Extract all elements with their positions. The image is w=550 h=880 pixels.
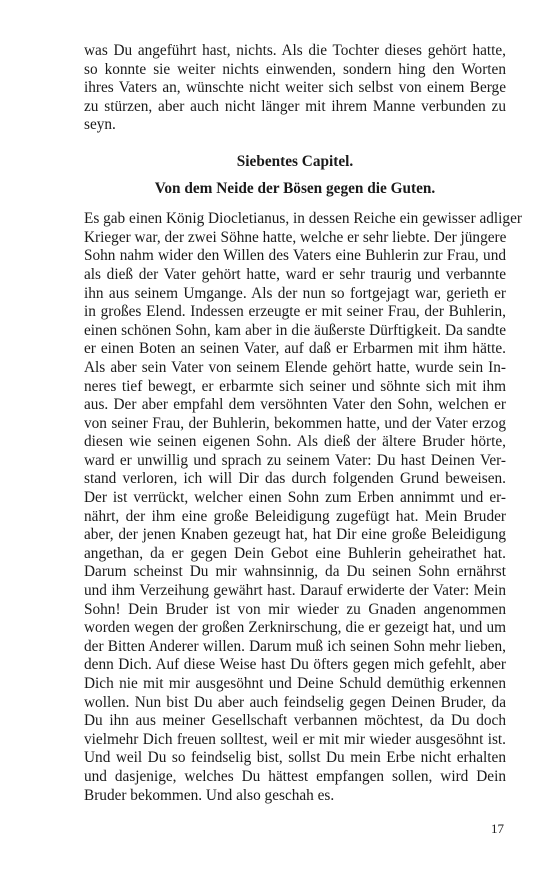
text-line: von seiner Frau, der Buhlerin, bekommen hatte, und der Vater erzog: [84, 414, 506, 432]
text-line: in großes Elend. Indessen erzeugte er mit seiner Frau, der Buhlerin,: [84, 303, 506, 321]
text-line: angethan, da er gegen Dein Gebot eine Buhlerin geheirathet hat.: [84, 544, 506, 562]
chapter-number: Siebentes Capitel.: [236, 152, 354, 170]
text-line: als dieß der Vater gehört hatte, ward er sehr traurig und verbannte: [84, 265, 506, 283]
text-line: zu stürzen, aber auch nicht länger mit ihrem Manne verbunden zu: [84, 97, 506, 115]
text-line: Du ihn aus meiner Gesellschaft verbannen möchtest, da Du doch: [84, 712, 506, 730]
text-line: ward er unwillig und sprach zu seinem Vater: Du hast Deinen Ver-: [84, 451, 506, 469]
text-line: und ihm Verzeihung gewährt hast. Darauf erwiderte der Vater: Mein: [84, 582, 506, 600]
text-line: worden wegen der großen Zerknirschung, die er gezeigt hat, und um: [84, 619, 506, 637]
text-line: wollen. Nun bist Du aber auch feindselig gegen Deinen Bruder, da: [84, 693, 506, 711]
text-line: Es gab einen König Diocletianus, in dessen Reiche ein gewisser adliger: [84, 210, 522, 228]
text-line: Als aber sein Vater von seinem Elende gehört hatte, wurde sein In-: [84, 358, 506, 376]
opening-paragraph: [84, 42, 506, 135]
text-line: der Bitten Anderer willen. Darum muß ich seinen Sohn mehr lieben,: [84, 637, 506, 655]
text-line: Krieger war, der zwei Söhne hatte, welche er sehr liebte. Der jüngere: [84, 228, 507, 246]
text-line: was Du angeführt hast, nichts. Als die Tochter dieses gehört hatte,: [84, 42, 506, 59]
text-line: neres tief bewegt, er erbarmte sich seiner und söhnte sich mit ihm: [84, 377, 506, 395]
text-line: Sohn! Dein Bruder ist von mir wieder zu Gnaden angenommen: [84, 600, 506, 618]
text-line: ihn aus seinem Umgange. Als der nun so fortgejagt war, gerieth er: [84, 284, 506, 302]
text-line: so konnte sie weiter nichts einwenden, sondern hing den Worten: [84, 60, 506, 78]
text-line: stand verloren, ich will Dir das durch folgenden Grund beweisen.: [84, 470, 506, 488]
text-line: nährt, der ihm eine große Beleidigung zugefügt hat. Mein Bruder: [84, 507, 506, 525]
text-line: Dich nie mit mir ausgesöhnt und Deine Schuld demüthig erkennen: [84, 675, 506, 692]
text-line: Darum scheinst Du mir wahnsinnig, da Du seinen Sohn ernährst: [84, 563, 506, 581]
text-line: denn Dich. Auf diese Weise hast Du öfters gegen mich gefehlt, aber: [84, 656, 506, 674]
text-line: ihres Vaters an, wünschte nicht weiter sich selbst von einem Berge: [84, 79, 506, 97]
story-paragraph: [84, 210, 522, 805]
text-line: vielmehr Dich freuen solltest, weil er mit mir wieder ausgesöhnt ist.: [84, 730, 506, 748]
text-line: seyn.: [84, 116, 116, 134]
text-line: Und weil Du so feindselig bist, sollst Du mein Erbe nicht erhalten: [84, 749, 506, 767]
text-line: Der ist verrückt, welcher einen Sohn zum Erben annimmt und er-: [84, 489, 506, 507]
text-line: und dasjenige, welches Du hättest empfangen sollen, wird Dein: [84, 767, 506, 785]
book-page: [84, 42, 522, 805]
text-line: er einen Boten an seinen Vater, auf daß er Erbarmen mit ihm hätte.: [84, 340, 506, 358]
text-line: Sohn nahm wider den Willen des Vaters eine Buhlerin zur Frau, und: [84, 247, 506, 265]
text-line: Bruder bekommen. Und also geschah es.: [84, 786, 335, 804]
text-line: einen schönen Sohn, kam aber in die äußerste Dürftigkeit. Da sandte: [84, 321, 506, 339]
text-line: aus. Der aber empfahl dem versöhnten Vater den Sohn, welchen er: [84, 396, 506, 414]
page-number: 17: [491, 821, 504, 836]
text-line: diesen wie seinen eigenen Sohn. Als dieß der ältere Bruder hörte,: [84, 433, 506, 451]
text-line: aber, der jenen Knaben gezeugt hat, hat Dir eine große Beleidigung: [84, 526, 506, 544]
chapter-title: Von dem Neide der Bösen gegen die Guten.: [154, 179, 436, 197]
